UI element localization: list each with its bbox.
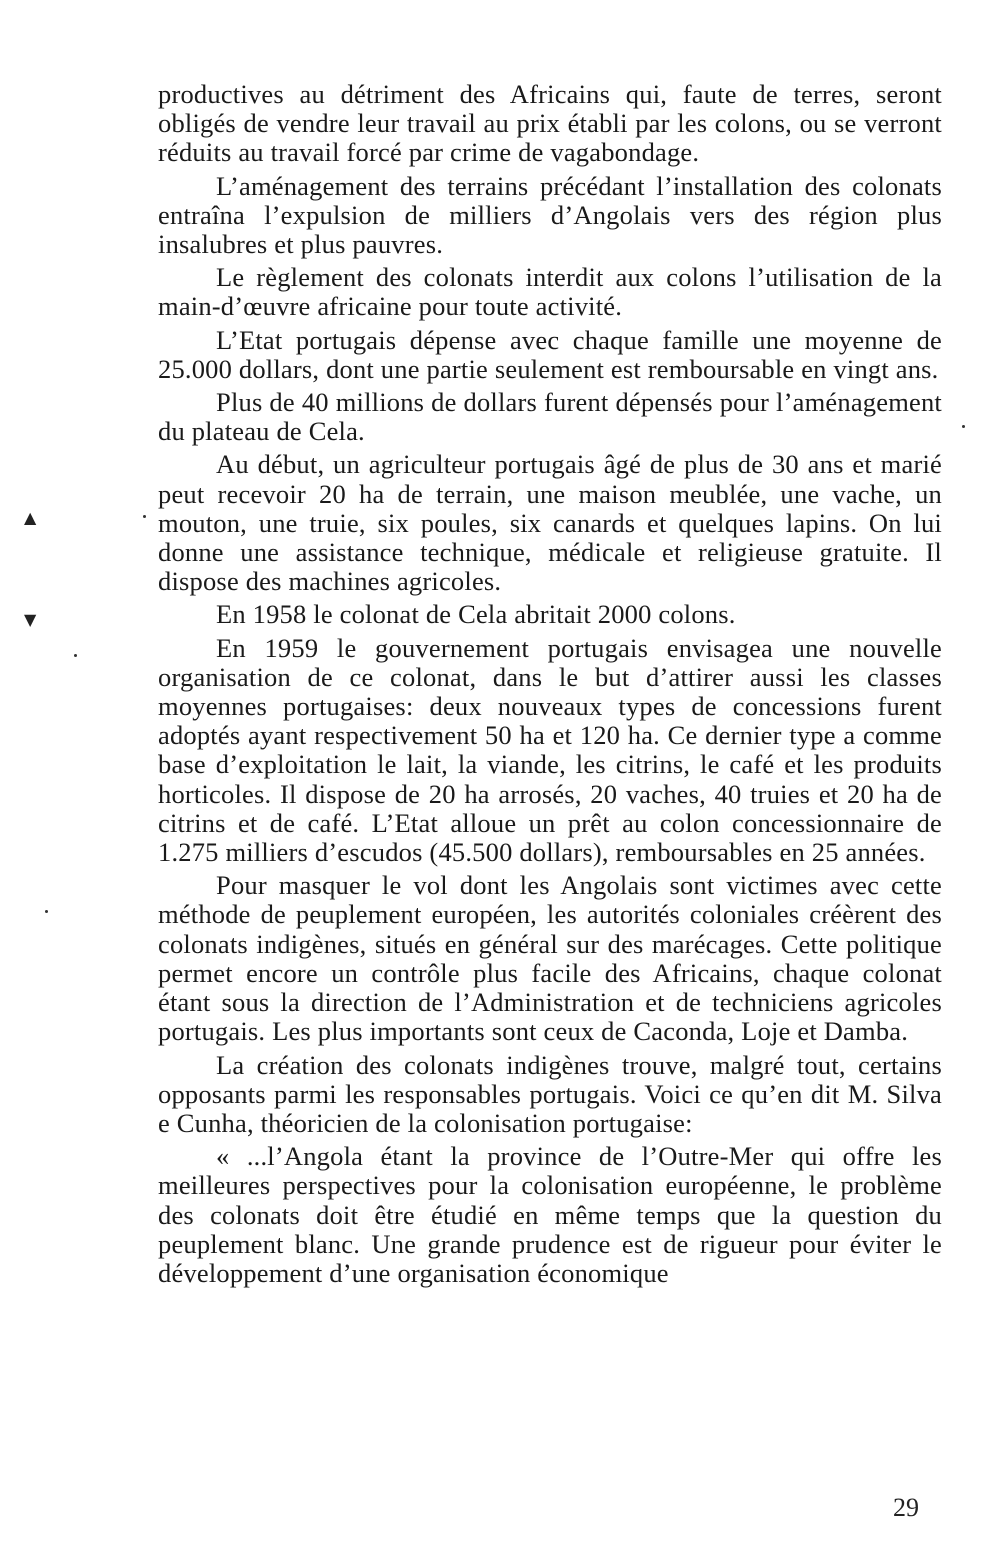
margin-arrow-up-icon: ▲ [24, 508, 37, 527]
body-text [158, 80, 942, 1292]
paragraph-7: En 1958 le colonat de Cela abritait 2000 colons. [216, 599, 736, 630]
paragraph-2: L’aménagement des terrains précédant l’installation des colonats entraîna l’expulsion de milliers d’Angolais vers des région plus insalubres et plus pauvres. [158, 170, 942, 260]
paragraph-8: En 1959 le gouvernement portugais envisagea une nouvelle organisation de ce colonat, dans le but d’attirer aussi les classes moyennes portugaises: deux nouveaux types de concessions furent adoptés ayant respectivement 50 ha et 120 ha. Ce dernier type a comme base d’exploitation le lait, la viande, les citrins, le café et les produits horticoles. Il dispose de 20 ha arrosés, 20 vaches, 40 truies et 20 ha de citrins et de café. L’Etat alloue un prêt au colon concessionnaire de 1.275 milliers d’escudos (45.500 dollars), remboursables en 25 années. [158, 632, 942, 868]
margin-dot [143, 515, 146, 518]
paragraph-5: Plus de 40 millions de dollars furent dépensés pour l’aménagement du plateau de Cela. [158, 387, 942, 447]
paragraph-3: Le règlement des colonats interdit aux colons l’utilisation de la main-d’œuvre africaine pour toute activité. [158, 262, 942, 322]
paragraph-9: Pour masquer le vol dont les Angolais sont victimes avec cette méthode de peuplement européen, les autorités coloniales créèrent des colonats indigènes, situés en général sur des marécages. Cette politique permet encore un contrôle plus facile des Africains, chaque colonat étant sous la direction de l’Administration et de techniciens agricoles portugais. Les plus importants sont ceux de Caconda, Loje et Damba. [158, 870, 942, 1047]
paragraph-4: L’Etat portugais dépense avec chaque famille une moyenne de 25.000 dollars, dont une partie seulement est remboursable en vingt ans. [158, 324, 942, 384]
margin-arrow-down-icon: ▼ [24, 610, 37, 629]
paragraph-1: productives au détriment des Africains qui, faute de terres, seront obligés de vendre leur travail au prix établi par les colons, ou se verront réduits au travail forcé par crime de vagabondage. [158, 79, 942, 168]
paragraph-10: La création des colonats indigènes trouve, malgré tout, certains opposants parmi les responsables portugais. Voici ce qu’en dit M. Silva e Cunha, théoricien de la colonisation portugaise: [158, 1049, 942, 1138]
page-number: 29 [893, 1493, 919, 1522]
margin-dot [45, 910, 48, 913]
paragraph-11: « ...l’Angola étant la province de l’Outre-Mer qui offre les meilleures perspectives pour la colonisation européenne, le problème des colonats doit être étudié en même temps que la question du peuplement blanc. Une grande prudence est de rigueur pour éviter le développement d’une organisation économique [158, 1141, 942, 1288]
margin-dot [962, 425, 965, 428]
paragraph-6: Au début, un agriculteur portugais âgé de plus de 30 ans et marié peut recevoir 20 ha de terrain, une maison meublée, une vache, un mouton, une truie, six poules, six canards et quelques lapins. On lui donne une assistance technique, médicale et religieuse gratuite. Il dispose des machines agricoles. [158, 449, 942, 597]
margin-dot [74, 654, 77, 657]
